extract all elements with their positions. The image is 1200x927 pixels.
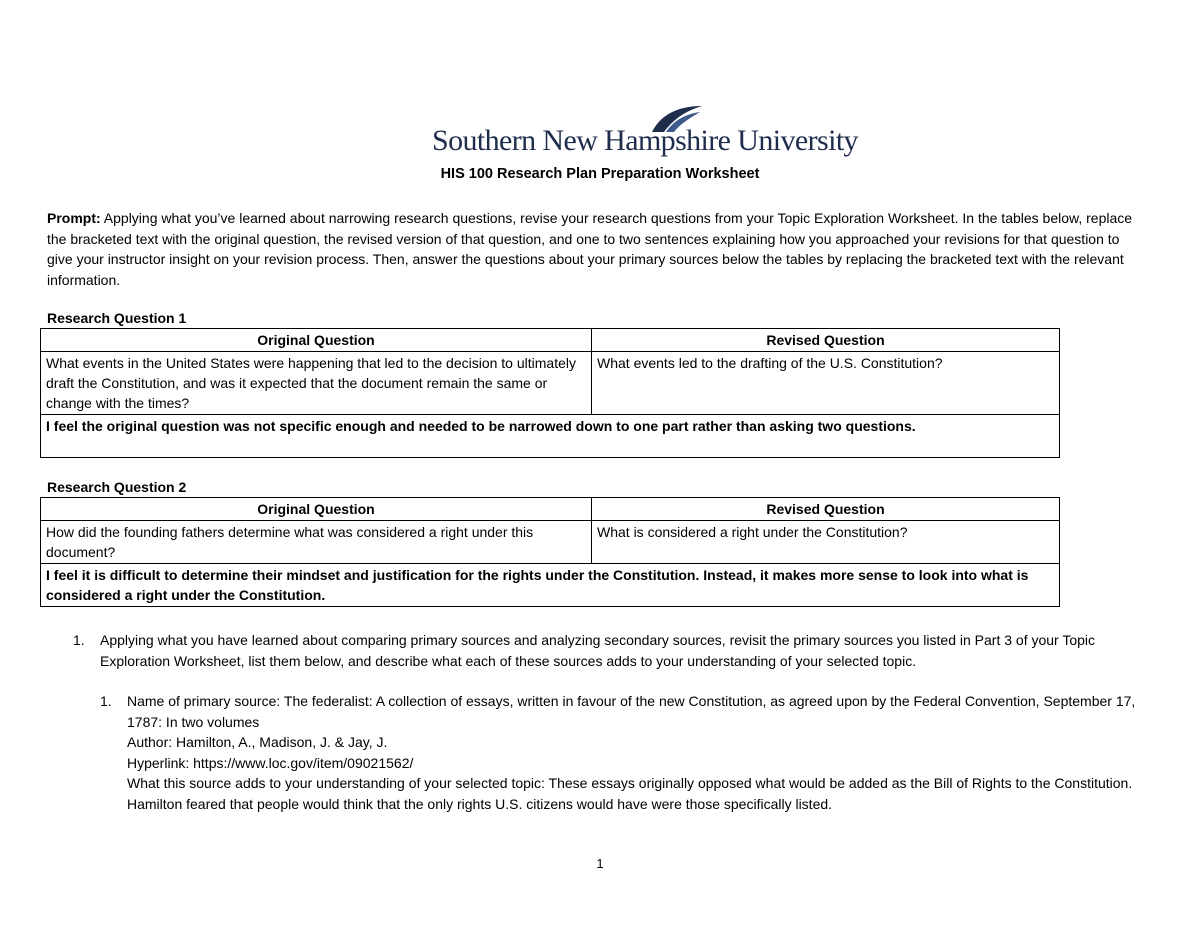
table-row (41, 498, 1060, 521)
question-1 (73, 630, 1160, 671)
rq1-table (40, 328, 1060, 458)
source-1-author[interactable]: Author: Hamilton, A., Madison, J. & Jay, J. (127, 734, 388, 750)
rq1-revised-cell[interactable]: What events led to the drafting of the U.S. Constitution? (592, 352, 1060, 415)
rq1-col-revised: Revised Question (592, 329, 1060, 352)
source-1 (100, 691, 1147, 814)
source-1-number: 1. (100, 693, 112, 709)
university-logo (432, 104, 858, 160)
rq2-table (40, 497, 1060, 607)
rq1-heading: Research Question 1 (47, 310, 187, 326)
rq2-col-revised: Revised Question (592, 498, 1060, 521)
table-row (41, 564, 1060, 607)
question-1-number: 1. (73, 632, 85, 648)
rq1-col-original: Original Question (41, 329, 592, 352)
rq2-heading: Research Question 2 (47, 479, 187, 495)
page-title: HIS 100 Research Plan Preparation Worksheet (440, 166, 760, 182)
question-1-text: Applying what you have learned about comparing primary sources and analyzing secondary sources, revisit the primary sources you listed in Part 3 of your Topic Exploration Worksheet, list them below, and describe what each of these sources adds to your understanding of your selected topic. (100, 632, 1096, 669)
rq1-original-cell[interactable]: What events in the United States were happening that led to the decision to ultimately draft the Constitution, and was it expected that the document remain the same or change with the times? (41, 352, 592, 415)
university-name: Southern New Hampshire University (432, 124, 858, 157)
table-row (41, 352, 1060, 415)
page-number: 1 (596, 856, 604, 871)
source-1-adds[interactable]: What this source adds to your understanding of your selected topic: These essays originally opposed what would be added as the Bill of Rights to the Constitution. Hamilton feared that people would think that the only rights U.S. citizens would have were those specifically listed. (127, 775, 1133, 812)
table-row (41, 521, 1060, 564)
rq2-original-cell[interactable]: How did the founding fathers determine what was considered a right under this document? (41, 521, 592, 564)
rq2-explanation-cell[interactable]: I feel it is difficult to determine their mindset and justification for the rights under the Constitution. Instead, it makes more sense to look into what is considered a right under the Constitution. (41, 564, 1060, 607)
source-1-name[interactable]: Name of primary source: The federalist: A collection of essays, written in favour of the new Constitution, as agreed upon by the Federal Convention, September 17, 1787: In two volumes (127, 693, 1136, 730)
table-row (41, 415, 1060, 458)
table-row (41, 329, 1060, 352)
rq2-col-original: Original Question (41, 498, 592, 521)
rq2-revised-cell[interactable]: What is considered a right under the Constitution? (592, 521, 1060, 564)
prompt-label: Prompt: (47, 210, 101, 226)
rq1-explanation-cell[interactable]: I feel the original question was not specific enough and needed to be narrowed down to one part rather than asking two questions. (41, 415, 1060, 458)
source-1-hyperlink[interactable]: Hyperlink: https://www.loc.gov/item/09021562/ (127, 754, 414, 771)
prompt-paragraph (47, 208, 1137, 290)
prompt-text: Applying what you’ve learned about narrowing research questions, revise your research questions from your Topic Exploration Worksheet. In the tables below, replace the bracketed text with the original question, the revised version of that question, and one to two sentences explaining how you approached your revisions for that question to give your instructor insight on your revision process. Then, answer the questions about your primary sources below the tables by replacing the bracketed text with the relevant information. (47, 210, 1133, 288)
